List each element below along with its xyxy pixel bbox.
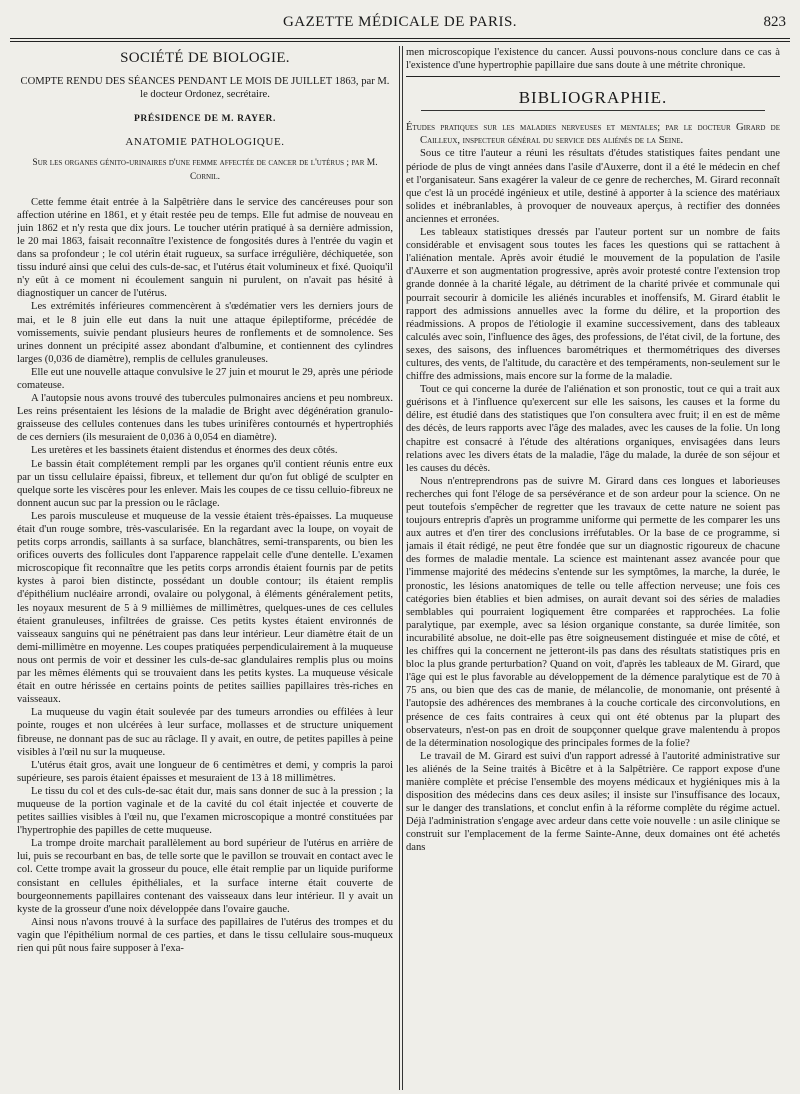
column-divider [399, 46, 403, 1090]
header-rule-double [10, 41, 790, 42]
paragraph: Les tableaux statistiques dressés par l'auteur portent sur un nombre de faits considérable et envisagent sous toutes les faces les questions qui se rattachent à l'aliénation mentale. Après avoir étudié le mouvement de la population de l'asile d'Auxerre et son augmentation progressive, après avoir protesté contre l'extension trop grande donnée à la charité légale, au détriment de la charité privée et communale qui pourrait secourir à domicile les aliénés incurables et inoffensifs, M. Girard établit le rapport des admissions annuelles avec la forme du délire, et la proportion des réadmissions. A propos de l'étiologie il examine successivement, dans des tableaux calculés avec soin, l'influence des âges, des professions, de l'état civil, de la fortune, des sexes, des saisons, des influences barométriques et thermométriques des diverses cultures, des vents, de l'altitude, du caractère et des tempéraments, non-seulement sur le chiffre des admissions, mais encore sur la forme de la maladie. [406, 227, 780, 383]
paragraph: Les extrémités inférieures commencèrent à s'œdématier vers les derniers jours de mai, et le 8 juin elle eut dans la nuit une attaque épileptiforme, précédée de vomissements, suivie pendant plusieurs heures de ronflements et de somnolence. Ses urines donnent un précipité assez abondant d'albumine, et contiennent des cylindres larges (0,036 de diamètre), remplis de cellules granuleuses. [17, 301, 393, 365]
page-number: 823 [763, 14, 786, 30]
paragraph: La trompe droite marchait parallèlement au bord supérieur de l'utérus en arrière de lui, puis se recourbant en bas, de telle sorte que le pavillon se trouvait en contact avec le col. Cette trompe avait la grosseur du pouce, elle était remplie par un liquide puriforme consistant en cellules épithéliales, et la surface interne était couverte de bourgeonnements papillaires contenant des vaisseaux dans leur intérieur. Il y avait un kyste de la grosseur d'une noix développée dans l'ovaire gauche. [17, 838, 393, 915]
running-head [10, 14, 790, 34]
section-heading: ANATOMIE PATHOLOGIQUE. [125, 136, 285, 149]
report-heading: COMPTE RENDU DES SÉANCES PENDANT LE MOIS DE JUILLET 1863, par M. le docteur Ordonez, secrétaire. [20, 76, 390, 101]
paragraph: La muqueuse du vagin était soulevée par des tumeurs arrondies ou effilées à leur pointe, rouges et non ulcérées à leur surface, mollasses et de structure uniquement fibreuse, ne donnant pas de suc au râclage. Il y avait, en outre, de petites papilles à peine visibles à l'œil nu sur la muqueuse. [17, 707, 393, 758]
left-column [17, 46, 393, 1090]
section-rule [406, 76, 780, 77]
paragraph: Nous n'entreprendrons pas de suivre M. Girard dans ces longues et laborieuses recherches qui font l'éloge de sa persévérance et de son ardeur pour la science. On ne peut toutefois s'empêcher de regretter que les travaux de cette nature ne soient pas toujours entrepris d'après un programme uniforme qui permette de les comparer les uns aux autres et d'en tirer des conclusions irréfutables. Or la base de ce programme, si jamais il était rédigé, ne peut être fondée que sur un diagnostic rigoureux de chacune des formes de maladie mentale. La science est maintenant assez avancée pour que l'immense majorité des médecins s'entende sur les symptômes, la marche, la durée, le pronostic, les lésions anatomiques de telle ou telle affection nerveuse; une fois ces catégories bien établies et bien admises, on aurait devant soi des séries de maladies semblables qui pourraient logiquement être comparées et rapprochées. La folie paralytique, par exemple, avec sa lésion organique constante, sa durée limitée, son incurabilité absolue, ne doit-elle pas être soigneusement distinguée et mise de côté, et les chiffres qui la concernent ne jetteront-ils pas dans des résultats statistiques pris en bloc la plus grande perturbation? Quand on voit, d'après les tableaux de M. Girard, que l'âge qui est le plus favorable au développement de la démence paralytique est de 70 à 75 ans, ou bien que des cas de manie, de mélancolie, de monomanie, ont présenté à l'autopsie des adhérences des membranes à la couche corticale des circonvolutions, en présence de ces faits contraires à ceux qui ont été obtenus par la plupart des observateurs, n'est-on pas en droit de soupçonner quelque grave malentendu à propos de la détermination nosologique des principales formes de la folie? [406, 475, 780, 749]
paragraph: L'utérus était gros, avait une longueur de 6 centimètres et demi, y compris la paroi supérieure, ses parois étaient épaisses et mesuraient de 13 à 18 millimètres. [17, 759, 393, 784]
paragraph: Ainsi nous n'avons trouvé à la surface des papillaires de l'utérus des trompes et du vagin que l'épithélium normal de ces parties, et dans le tissu cellulaire sous-muqueux rien qui pût nous faire supposer à l'exa- [17, 916, 393, 954]
paragraph: Sous ce titre l'auteur a réuni les résultats d'études statistiques faites pendant une période de plus de vingt années dans l'asile d'Auxerre, dont il a été le médecin en chef et l'organisateur. Sans exagérer la valeur de ce genre de recherches, M. Girard reconnaît que c'est là un procédé ingénieux et utile, destiné à apporter à la science des matériaux solides et inébranlables, à provoquer de nouveaux aperçus, à rectifier des données anciennes et erronées. [406, 148, 780, 225]
article-subject: Sur les organes génito-urinaires d'une femme affectée de cancer de l'utérus ; par M. Cornil. [32, 158, 378, 182]
paragraph: Les uretères et les bassinets étaient distendus et énormes des deux côtés. [31, 445, 338, 457]
paragraph: Le travail de M. Girard est suivi d'un rapport adressé à l'autorité administrative sur les aliénés de la Seine traités à Bicêtre et à la Salpêtrière. Ce rapport expose d'une manière complète et précise l'ensemble des moyens médicaux et hygiéniques mis à la disposition des médecins dans ces deux asiles; il insiste sur l'insuffisance des locaux, sur le danger des translations, et conclut enfin à la réforme complète du régime actuel. Déjà l'administration s'engage avec ardeur dans cette voie nouvelle : un asile clinique se construit sur l'emplacement de la ferme Sainte-Anne, deux domaines ont été achetés dans [406, 750, 780, 854]
right-column [406, 46, 780, 1090]
continuation-paragraph: men microscopique l'existence du cancer. Aussi pouvons-nous conclure dans ce cas à l'existence d'une hypertrophie papillaire due sans doute à une métrite chronique. [406, 47, 780, 72]
paragraph: Le bassin était complétement rempli par les organes qu'il contient réunis entre eux par un tissu cellulaire épaissi, fibreux, et tellement dur qu'on fut obligé de sculpter en quelque sorte les viscères pour les enlever. Mais les coupes de ce tissu celluio-fibreux ne donnent aucun suc par la pression ou le râclage. [17, 458, 393, 509]
bibliographie-heading: BIBLIOGRAPHIE. [518, 88, 668, 108]
paragraph: Elle eut une nouvelle attaque convulsive le 27 juin et mourut le 29, après une période comateuse. [17, 366, 393, 391]
society-heading: SOCIÉTÉ DE BIOLOGIE. [120, 50, 290, 66]
paragraph: Le tissu du col et des culs-de-sac était dur, mais sans donner de suc à la pression ; la muqueuse de la portion vaginale et de la cavité du col était injectée et couverte de petites saillies visibles à l'œil nu, que l'examen microscopique a montré constituées par l'hypertrophie des papilles de cette muqueuse. [17, 785, 393, 837]
heading-rule [421, 110, 765, 111]
paragraph: Les parois musculeuse et muqueuse de la vessie étaient très-épaisses. La muqueuse était d'un rouge sombre, très-vascularisée. En la regardant avec la loupe, on voyait de petits corps arrondis, saillants à sa surface, blanchâtres, semi-transparents, ou bien les orifices ouverts des follicules dont l'apparence rappelait celle d'une dentelle. L'examen microscopique fit reconnaître que les petits corps arrondis étaient fournis par de petits kystes à paroi bien distincte, possédant un double contour; ils étaient remplis d'épithélium nucléaire arrondi, ovalaire ou polygonal, à éléments généralement petits, les noyaux mesurent de 5 à 9 millièmes de millimètres, quelques-unes de ces cellules étaient granuleuses, infiltrées de graisse. Ces petits kystes étaient environnés de vaisseaux sanguins qui ne pénétraient pas dans leur intérieur. Leur diamètre était de un demi-millimètre en moyenne. Les coupes pratiquées perpendiculairement à la muqueuse nous ont permis de voir et dessiner les culs-de-sac glandulaires remplis plus ou moins par les mêmes éléments qui se trouvaient dans les petits kystes. La muqueuse vésicale était en outre hérissée en certains points de petites saillies papillaires très-riches en vaisseaux. [17, 510, 393, 706]
paragraph: A l'autopsie nous avons trouvé des tubercules pulmonaires anciens et peu nombreux. Les reins présentaient les lésions de la maladie de Bright avec dégénération granulo-graisseuse des cellules contenues dans les tubes urinifères contournés et hypertrophiés de ces derniers (ils mesuraient de 0,036 à 0,054 en diamètre). [17, 393, 393, 444]
book-reference: Études pratiques sur les maladies nerveuses et mentales; par le docteur Girard de Cailleux, inspecteur général du service des aliénés de la Seine. [406, 122, 780, 147]
journal-title: GAZETTE MÉDICALE DE PARIS. [282, 14, 518, 30]
presidence-heading: PRÉSIDENCE DE M. RAYER. [134, 114, 276, 125]
paragraph: Tout ce qui concerne la durée de l'aliénation et son pronostic, tout ce qui a trait aux guérisons et à l'influence qu'exercent sur elle les saisons, les causes et la forme du délire, est étudié dans des statistiques que l'on consultera avec fruit; il en est de même des décès, de leurs rapports avec l'âge des malades, avec les causes de la folie. Un long chapitre est consacré à l'étude des altérations organiques, envisagées dans leurs relations avec les divers états de la maladie, l'âge du malade, la durée de son séjour et les causes du décès. [406, 384, 780, 474]
header-rule [10, 38, 790, 39]
paragraph: Cette femme était entrée à la Salpêtrière dans le service des cancéreuses pour son affection utérine en 1861, et y était restée peu de temps. Elle fut admise de nouveau en juin 1862 et n'y resta que dix jours. Le toucher utérin pratiqué à sa dernière admission, le 20 mai 1863, faisait reconnaître l'existence de fongosités dures à l'entrée du vagin et dans sa profondeur ; le col utérin était rugueux, sa surface irrégulière, déchiquetée, son tissu induré ainsi que celui des culs-de-sac, et l'utérus était volumineux et fixé. Quoiqu'il n'y eût à ce moment ni écoulement sanguin ni purulent, on n'avait pas hésité à diagnostiquer un cancer de l'utérus. [17, 196, 393, 300]
